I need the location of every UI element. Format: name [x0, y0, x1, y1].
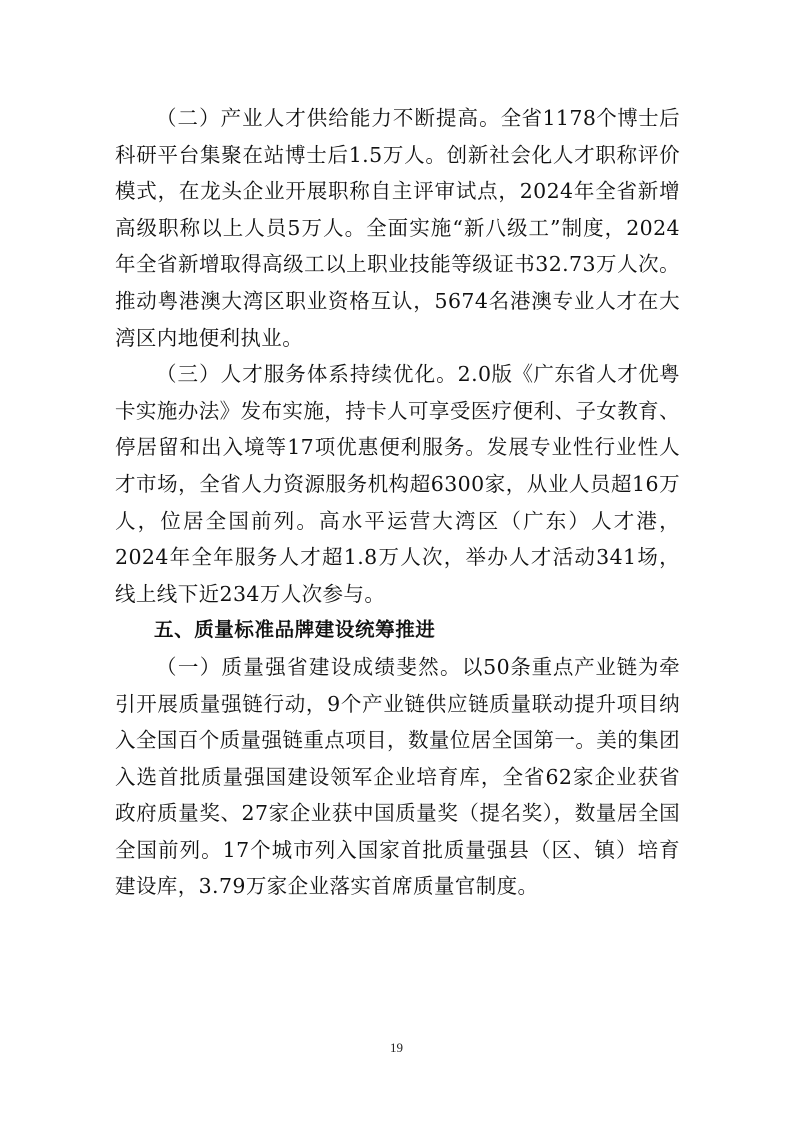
paragraph-body: 以50条重点产业链为牵引开展质量强链行动，9个产业链供应链质量联动提升项目纳入全国百个质量强链重点项目，数量位居全国第一。美的集团入选首批质量强国建设领军企业培育库，全省62家企业获省政府质量奖、27家企业获中国质量奖（提名奖），数量居全国全国前列。17个城市列入国家首批质量强县（区、镇）培育建设库，3.79万家企业落实首席质量官制度。	[115, 654, 680, 899]
page-number: 19	[390, 1040, 403, 1055]
paragraph-lead: （二）产业人才供给能力不断提高。	[156, 106, 501, 130]
paragraph-body: 2.0版《广东省人才优粤卡实施办法》发布实施，持卡人可享受医疗便利、子女教育、停居留和出入境等17项优惠便利服务。发展专业性行业性人才市场，全省人力资源服务机构超6300家，从业人员超16万人，位居全国前列。高水平运营大湾区（广东）人才港，2024年全年服务人才超1.8万人次，举办人才活动341场，线上线下近234万人次参与。	[115, 362, 681, 606]
paragraph-lead: （三）人才服务体系持续优化。	[156, 362, 458, 387]
section-heading: 五、质量标准品牌建设统筹推进	[154, 618, 436, 642]
paragraph-body: 全省1178个博士后科研平台集聚在站博士后1.5万人。创新社会化人才职称评价模式，在龙头企业开展职称自主评审试点，2024年全省新增高级职称以上人员5万人。全面实施“新八级工”制度，2024年全省新增取得高级工以上职业技能等级证书32.73万人次。推动粤港澳大湾区职业资格互认，5674名港澳专业人才在大湾区内地便利执业。	[115, 106, 681, 350]
paragraph-quality-province	[115, 649, 680, 905]
body-text	[115, 100, 680, 905]
paragraph-lead: （一）质量强省建设成绩斐然。	[156, 654, 462, 679]
paragraph-talent-supply	[115, 100, 680, 356]
paragraph-talent-services	[115, 356, 680, 612]
